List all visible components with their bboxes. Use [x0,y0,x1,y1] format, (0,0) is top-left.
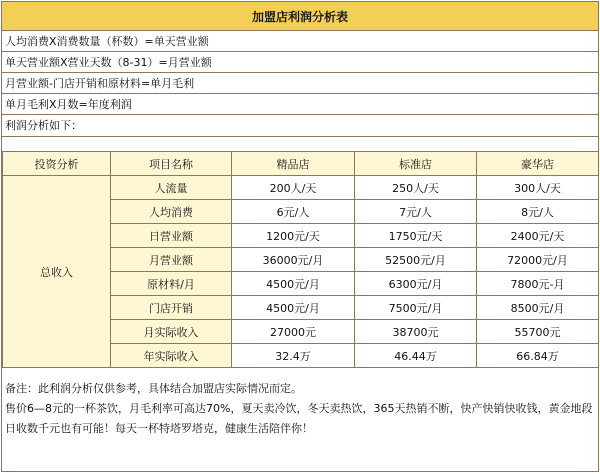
table-cell: 1750元/天 [355,224,477,248]
notes-line-3: 日收数千元也有可能！每天一杯特塔罗塔克，健康生活陪伴你！ [5,422,313,435]
table-cell: 55700元 [477,320,599,344]
table-cell: 6元/人 [232,200,355,224]
row-label: 门店开销 [111,296,232,320]
table-cell: 8元/人 [477,200,599,224]
table-cell: 27000元 [232,320,355,344]
table-cell: 4500元/月 [232,272,355,296]
table-cell: 250人/天 [355,176,477,200]
table-cell: 200人/天 [232,176,355,200]
header-boutique-store: 精品店 [232,152,355,176]
table-row [3,176,599,200]
table-cell: 7500元/月 [355,296,477,320]
table-header-row [3,152,599,176]
formula-line-1: 人均消费X消费数量（杯数）=单天营业额 [2,31,598,52]
sheet-title: 加盟店利润分析表 [2,2,598,31]
table-cell: 52500元/月 [355,248,477,272]
table-cell: 7800元-月 [477,272,599,296]
table-cell: 2400元/天 [477,224,599,248]
table-cell: 46.44万 [355,344,477,368]
table-cell: 300人/天 [477,176,599,200]
row-label: 月实际收入 [111,320,232,344]
row-label: 原材料/月 [111,272,232,296]
header-standard-store: 标准店 [355,152,477,176]
table-cell: 38700元 [355,320,477,344]
table-cell: 32.4万 [232,344,355,368]
row-label: 月营业额 [111,248,232,272]
table-cell: 66.84万 [477,344,599,368]
row-label: 日营业额 [111,224,232,248]
row-label: 人均消费 [111,200,232,224]
formula-line-3: 月营业额-门店开销和原材料=单月毛利 [2,73,598,94]
notes-line-2: 售价6—8元的一杯茶饮，月毛利率可高达70%，夏天卖冷饮，冬天卖热饮，365天热销不断，快产快销快收钱，黄金地段 [5,402,593,415]
table-cell: 8500元/月 [477,296,599,320]
profit-table [2,151,599,368]
analysis-heading: 利润分析如下： [2,115,598,137]
formula-line-4: 单月毛利X月数=年度利润 [2,94,598,115]
header-investment-analysis: 投资分析 [3,152,111,176]
total-income-group-label: 总收入 [3,176,111,368]
table-cell: 1200元/天 [232,224,355,248]
table-cell: 4500元/月 [232,296,355,320]
profit-analysis-sheet [1,1,599,472]
notes-section [2,377,598,471]
header-luxury-store: 豪华店 [477,152,599,176]
table-cell: 6300元/月 [355,272,477,296]
table-cell: 7元/人 [355,200,477,224]
notes-line-1: 备注：此利润分析仅供参考，具体结合加盟店实际情况而定。 [5,382,302,395]
table-cell: 36000元/月 [232,248,355,272]
formula-line-2: 单天营业额X营业天数（8-31）=月营业额 [2,52,598,73]
row-label: 人流量 [111,176,232,200]
row-label: 年实际收入 [111,344,232,368]
table-cell: 72000元/月 [477,248,599,272]
header-item-name: 项目名称 [111,152,232,176]
